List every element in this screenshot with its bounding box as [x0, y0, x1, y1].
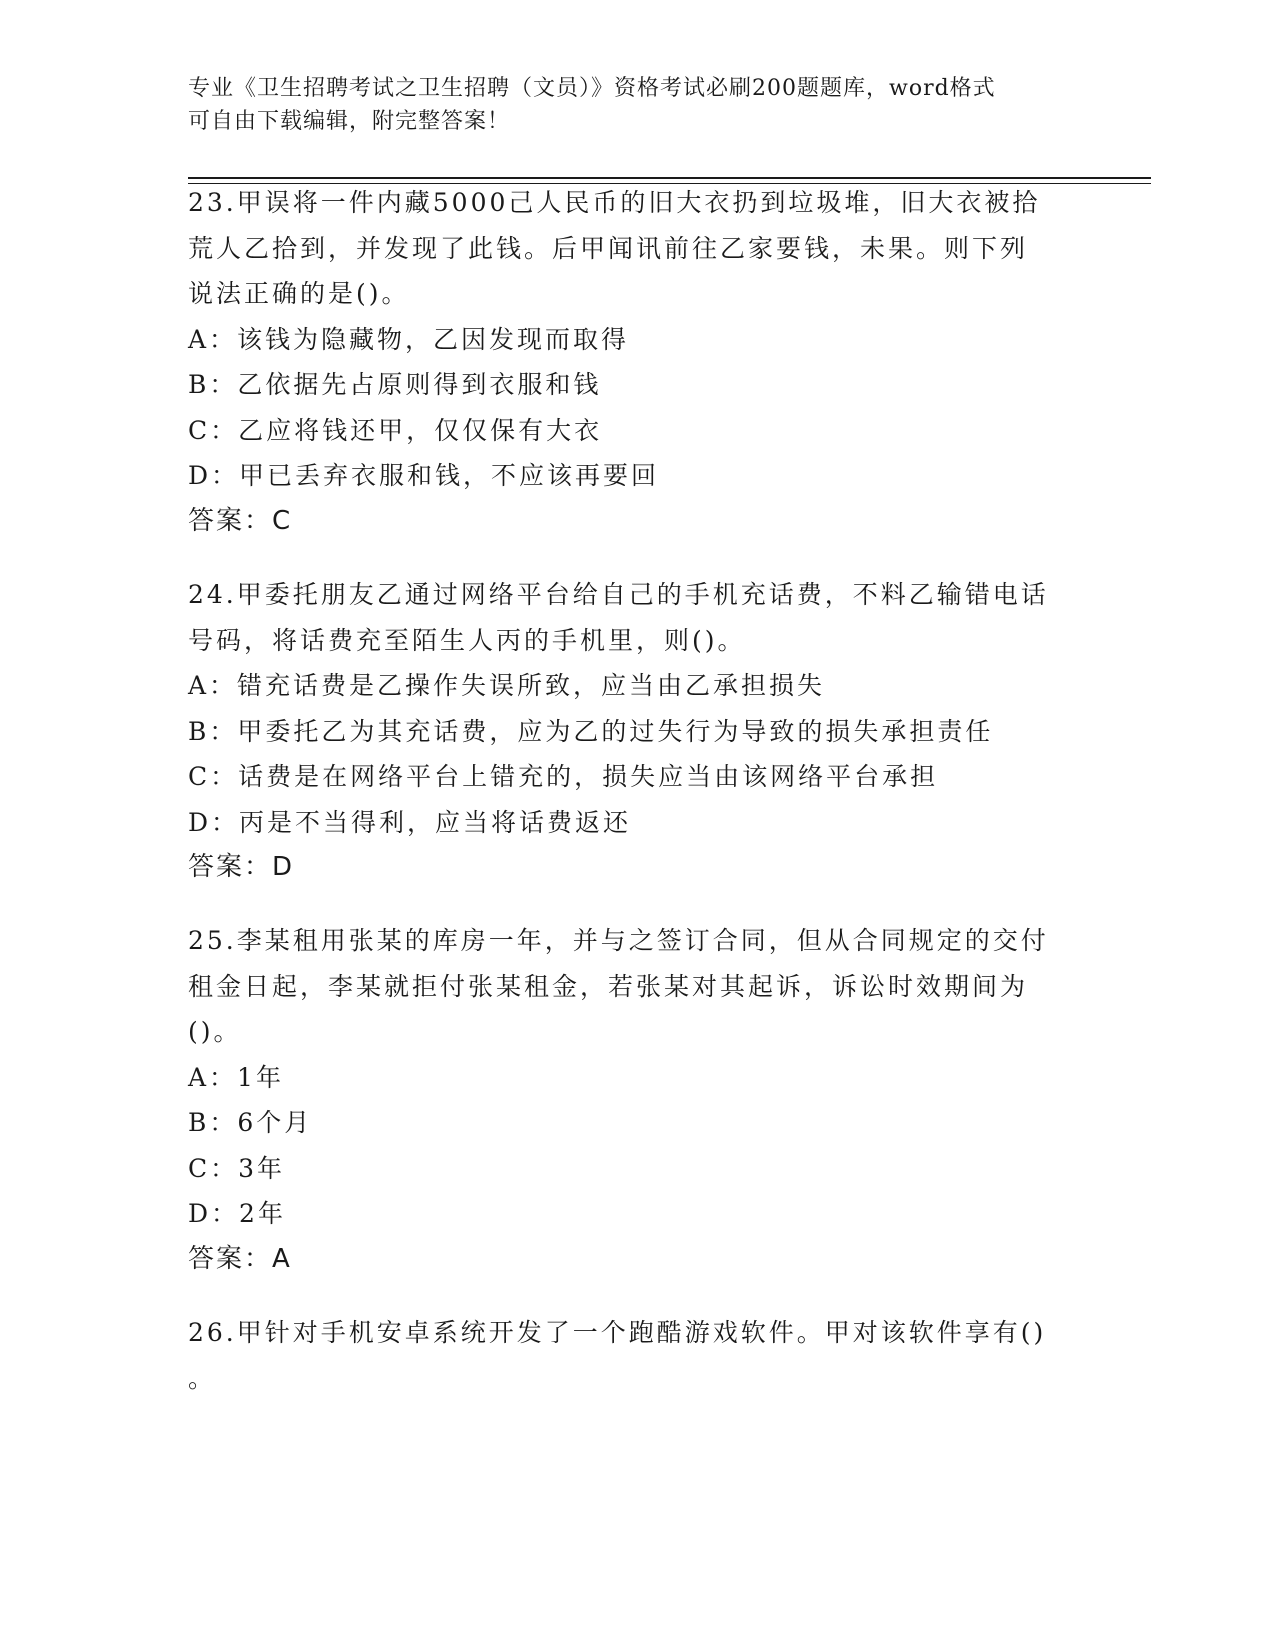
- answer-line: 答案：D: [188, 852, 295, 882]
- header-line-2: 可自由下载编辑，附完整答案！: [188, 109, 511, 134]
- question-stem-line: 租金日起，李某就拒付张某租金，若张某对其起诉，诉讼时效期间为: [188, 971, 1029, 1001]
- option-d: D：丙是不当得利，应当将话费返还: [188, 807, 632, 837]
- answer-line: 答案：A: [188, 1243, 292, 1274]
- question-25: [188, 918, 1078, 1282]
- question-stem-line: 25.李某租用张某的库房一年，并与之签订合同，但从合同规定的交付: [188, 926, 1049, 955]
- question-23: [188, 180, 1078, 544]
- option-c: C：乙应将钱还甲，仅仅保有大衣: [188, 415, 603, 445]
- question-stem-line: ()。: [188, 1017, 242, 1046]
- option-b: B：乙依据先占原则得到衣服和钱: [188, 370, 602, 399]
- question-stem-line: 24.甲委托朋友乙通过网络平台给自己的手机充话费，不料乙输错电话: [188, 580, 1049, 609]
- question-stem-line: 26.甲针对手机安卓系统开发了一个跑酷游戏软件。甲对该软件享有(): [188, 1318, 1047, 1347]
- question-stem-line: 号码，将话费充至陌生人丙的手机里，则()。: [188, 625, 746, 655]
- question-stem-line: 23.甲误将一件内藏5000己人民币的旧大衣扔到垃圾堆，旧大衣被拾: [188, 188, 1041, 217]
- option-b: B：6个月: [188, 1108, 313, 1137]
- option-d: D：甲已丢弃衣服和钱，不应该再要回: [188, 461, 660, 490]
- option-b: B：甲委托乙为其充话费，应为乙的过失行为导致的损失承担责任: [188, 716, 994, 746]
- header-line-1: 专业《卫生招聘考试之卫生招聘（文员）》资格考试必刷200题题库，word格式: [188, 76, 996, 101]
- option-d: D：2年: [188, 1199, 286, 1228]
- option-c: C：3年: [188, 1153, 286, 1183]
- question-26: [188, 1310, 1078, 1401]
- header-divider-thick: [188, 177, 1151, 179]
- question-24: [188, 572, 1078, 891]
- question-stem-line: 说法正确的是()。: [188, 279, 410, 308]
- option-a: A：错充话费是乙操作失误所致，应当由乙承担损失: [188, 671, 826, 700]
- option-a: A：1年: [188, 1062, 284, 1092]
- question-stem-line: 荒人乙拾到，并发现了此钱。后甲闻讯前往乙家要钱，未果。则下列: [188, 233, 1029, 263]
- option-a: A：该钱为隐藏物，乙因发现而取得: [188, 324, 630, 354]
- question-stem-line: 。: [188, 1363, 217, 1393]
- option-c: C：话费是在网络平台上错充的，损失应当由该网络平台承担: [188, 762, 939, 791]
- answer-line: 答案：C: [188, 505, 293, 536]
- document-header: [188, 72, 1068, 138]
